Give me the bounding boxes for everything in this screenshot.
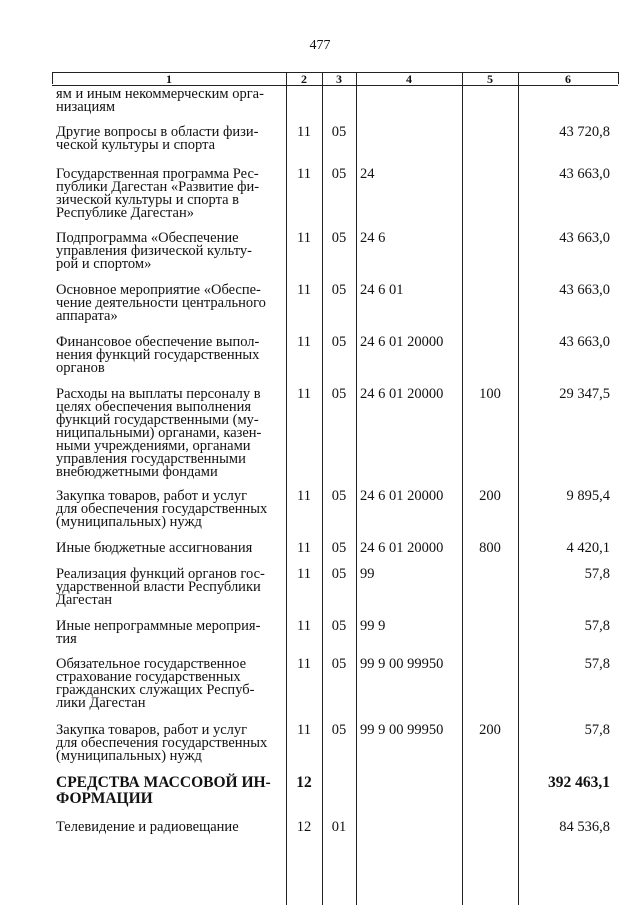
- row-expense-type: 200: [479, 488, 501, 504]
- row-expense-type: 200: [479, 722, 501, 738]
- row-name: СРЕДСТВА МАССОВОЙ ИН- ФОРМАЦИИ: [56, 774, 271, 807]
- row-target-article: 24 6 01 20000: [360, 386, 444, 402]
- row-podrazdel: 05: [331, 386, 347, 402]
- row-amount: 43 663,0: [559, 334, 610, 350]
- row-target-article: 24 6 01 20000: [360, 334, 444, 350]
- row-name: Основное мероприятие «Обеспе- чение деятельности центрального аппарата»: [56, 282, 266, 324]
- row-expense-type: 800: [479, 540, 501, 556]
- row-name: Другие вопросы в области физи- ческой культуры и спорта: [56, 124, 259, 153]
- col-border: [518, 72, 519, 905]
- page-number: 477: [309, 38, 331, 53]
- row-amount: 43 663,0: [559, 166, 610, 182]
- row-razdel: 11: [297, 124, 311, 140]
- row-target-article: 99: [360, 566, 375, 582]
- col-border: [462, 72, 463, 905]
- row-razdel: 11: [297, 230, 311, 246]
- row-amount: 9 895,4: [566, 488, 610, 504]
- column-header: 6: [565, 72, 571, 86]
- row-name: ям и иным некоммерческим орга- низациям: [56, 86, 264, 115]
- row-amount: 57,8: [584, 566, 610, 582]
- col-border: [356, 72, 357, 905]
- column-header: 3: [336, 72, 342, 86]
- row-razdel: 11: [297, 618, 311, 634]
- col-border: [322, 72, 323, 905]
- row-podrazdel: 01: [331, 819, 347, 835]
- row-name: Телевидение и радиовещание: [56, 819, 239, 835]
- row-name: Обязательное государственное страхование государственных гражданских служащих Респуб- лики Дагестан: [56, 656, 255, 711]
- row-razdel: 11: [297, 282, 311, 298]
- row-amount: 4 420,1: [566, 540, 610, 556]
- row-name: Иные бюджетные ассигнования: [56, 540, 253, 556]
- row-podrazdel: 05: [331, 282, 347, 298]
- column-header: 1: [166, 72, 172, 86]
- row-name: Государственная программа Рес- публики Дагестан «Развитие фи- зической культуры и спорта в Республике Дагестан»: [56, 166, 260, 221]
- column-header: 2: [301, 72, 307, 86]
- row-expense-type: 100: [479, 386, 501, 402]
- row-target-article: 24 6 01 20000: [360, 488, 444, 504]
- row-target-article: 24 6: [360, 230, 386, 246]
- row-razdel: 11: [297, 540, 311, 556]
- row-podrazdel: 05: [331, 166, 347, 182]
- row-podrazdel: 05: [331, 334, 347, 350]
- row-name: Расходы на выплаты персоналу в целях обеспечения выполнения функций государственными (му- ниципальными) органами, казен- ными учреждениями, органами управления государственными внебюджетными фондами: [56, 386, 262, 480]
- row-target-article: 24 6 01: [360, 282, 404, 298]
- row-name: Закупка товаров, работ и услуг для обеспечения государственных (муниципальных) нужд: [56, 488, 268, 530]
- row-razdel: 11: [297, 386, 311, 402]
- row-podrazdel: 05: [331, 566, 347, 582]
- row-target-article: 99 9 00 99950: [360, 656, 444, 672]
- row-podrazdel: 05: [331, 618, 347, 634]
- row-razdel: 11: [297, 656, 311, 672]
- column-header: 4: [406, 72, 412, 86]
- row-razdel: 12: [296, 819, 312, 835]
- row-amount: 43 663,0: [559, 230, 610, 246]
- row-target-article: 24 6 01 20000: [360, 540, 444, 556]
- row-razdel: 11: [297, 722, 311, 738]
- row-razdel: 11: [297, 566, 311, 582]
- row-razdel: 11: [297, 166, 311, 182]
- row-podrazdel: 05: [331, 540, 347, 556]
- row-razdel: 11: [297, 334, 311, 350]
- row-amount: 57,8: [584, 722, 610, 738]
- row-amount: 57,8: [584, 618, 610, 634]
- row-target-article: 24: [360, 166, 375, 182]
- row-amount: 84 536,8: [559, 819, 610, 835]
- row-amount: 57,8: [584, 656, 610, 672]
- row-amount: 43 720,8: [559, 124, 610, 140]
- row-name: Иные непрограммные мероприя- тия: [56, 618, 261, 647]
- row-podrazdel: 05: [331, 656, 347, 672]
- row-name: Закупка товаров, работ и услуг для обеспечения государственных (муниципальных) нужд: [56, 722, 268, 764]
- row-podrazdel: 05: [331, 488, 347, 504]
- row-amount: 43 663,0: [559, 282, 610, 298]
- row-target-article: 99 9 00 99950: [360, 722, 444, 738]
- col-border: [618, 72, 619, 84]
- row-razdel: 12: [296, 774, 312, 791]
- row-target-article: 99 9: [360, 618, 386, 634]
- row-name: Финансовое обеспечение выпол- нения функций государственных органов: [56, 334, 260, 376]
- row-name: Подпрограмма «Обеспечение управления физической культу- рой и спортом»: [56, 230, 252, 272]
- row-podrazdel: 05: [331, 124, 347, 140]
- column-header: 5: [487, 72, 493, 86]
- row-podrazdel: 05: [331, 722, 347, 738]
- row-razdel: 11: [297, 488, 311, 504]
- row-name: Реализация функций органов гос- ударственной власти Республики Дагестан: [56, 566, 265, 608]
- row-amount: 392 463,1: [548, 774, 610, 791]
- row-amount: 29 347,5: [559, 386, 610, 402]
- row-podrazdel: 05: [331, 230, 347, 246]
